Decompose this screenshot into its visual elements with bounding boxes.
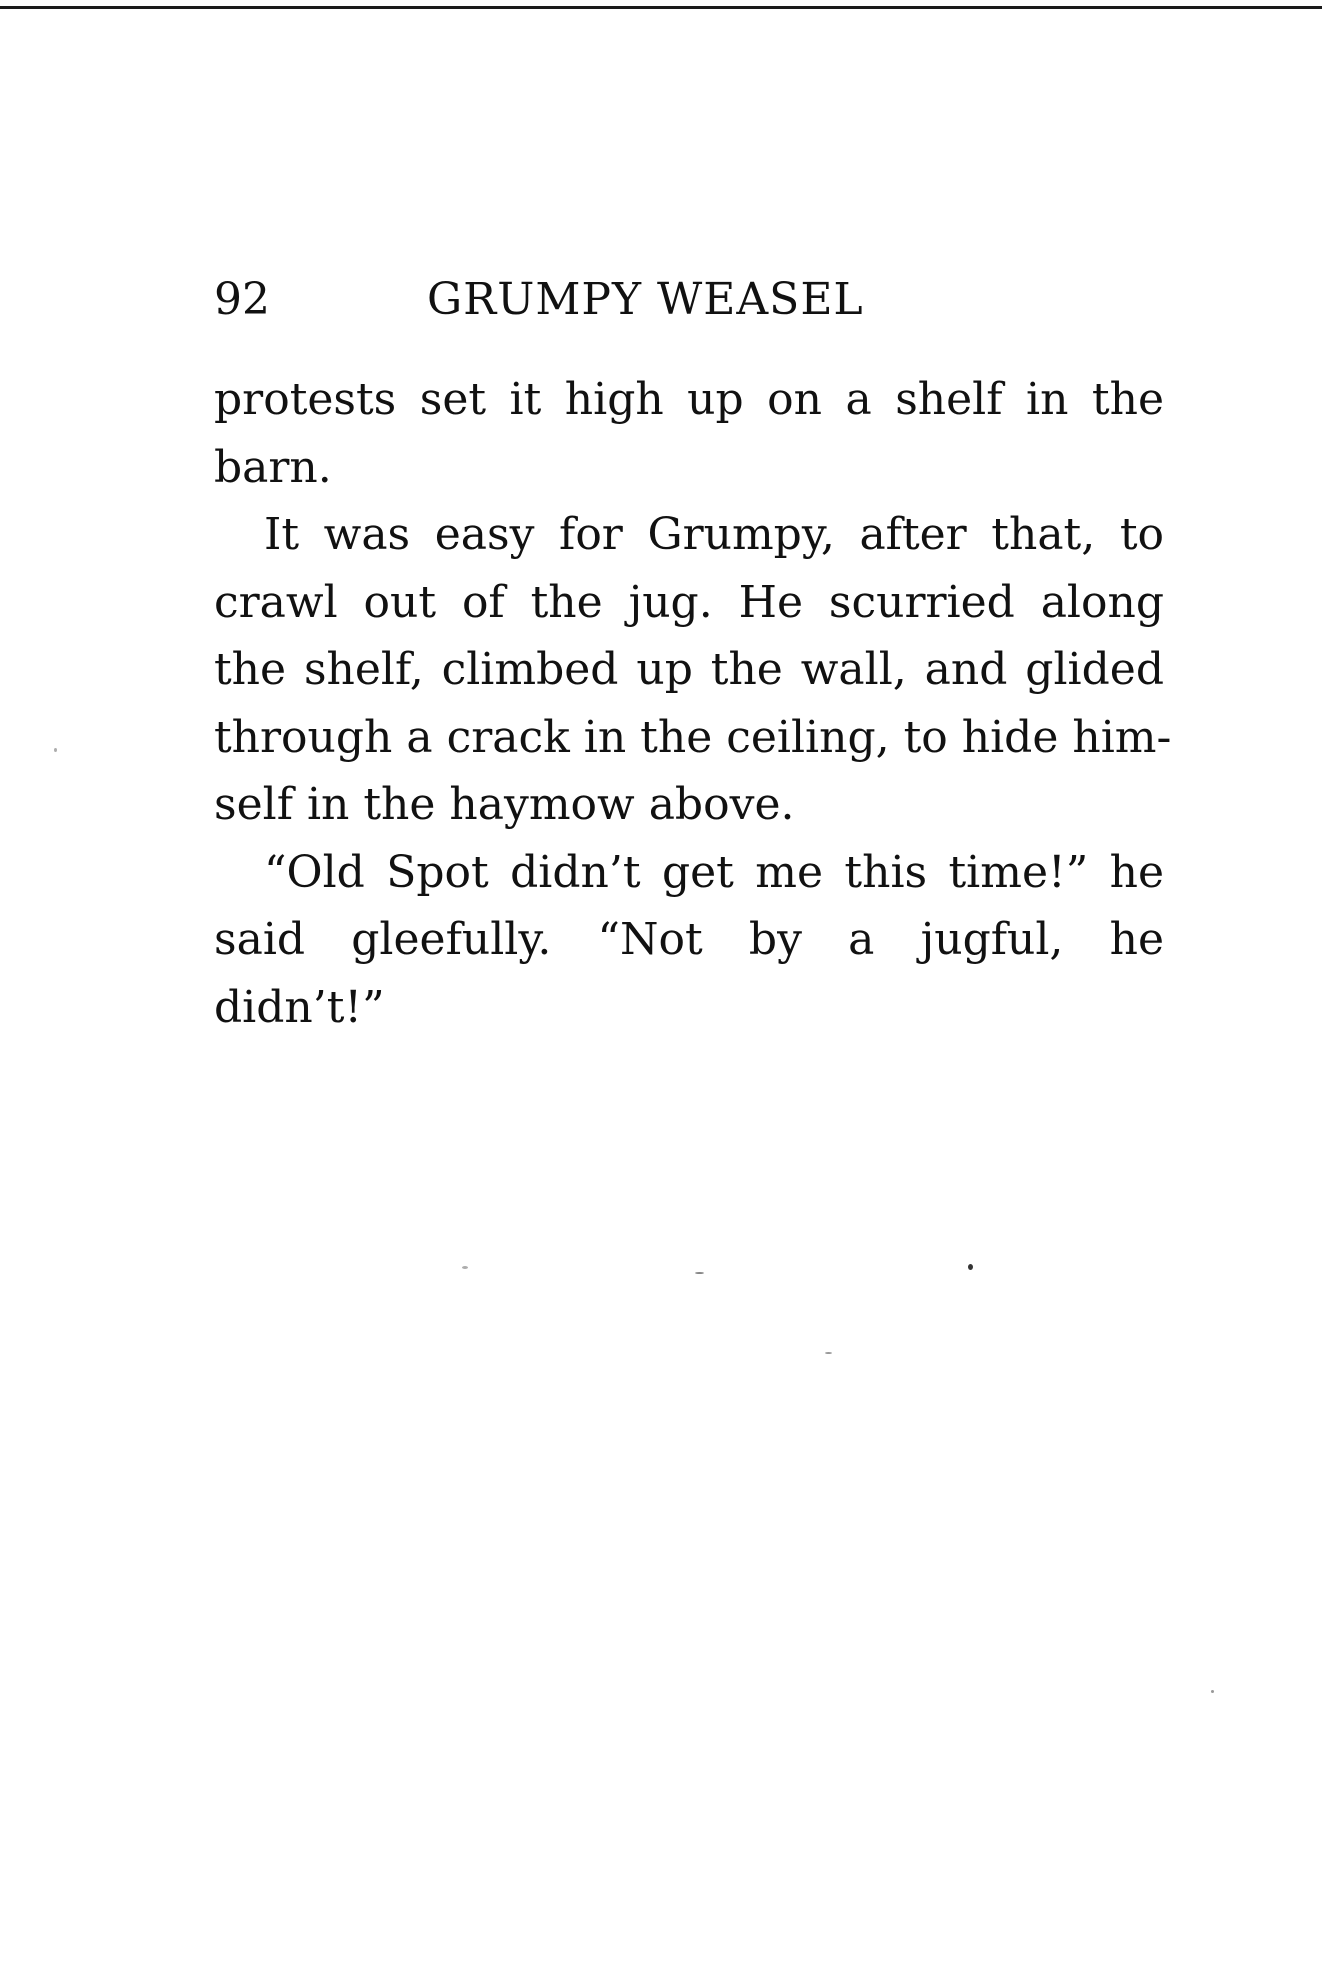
text-line: barn. [214,441,332,493]
text-line: protests set it high up on a shelf in the [214,374,1164,425]
top-rule [0,6,1322,9]
text-line: “Old Spot didn’t get me this time!” he [264,846,1164,898]
text-line: self in the haymow above. [214,779,795,830]
scan-speck [968,1264,973,1270]
text-line: the shelf, climbed up the wall, and glided [214,644,1164,695]
body-text [214,366,1172,1041]
page-header [214,270,1164,330]
text-line: It was easy for Grumpy, after that, to [264,509,1164,560]
scan-speck [825,1352,832,1354]
text-line: didn’t!” [214,981,385,1033]
text-line: through a crack in the ceiling, to hide him- [214,711,1172,763]
scan-speck [1211,1690,1214,1693]
scan-speck [695,1272,704,1274]
page-number: 92 [214,274,270,325]
scan-speck [54,748,57,752]
running-title: GRUMPY WEASEL [427,274,864,325]
scan-speck [462,1266,468,1269]
text-line: said gleefully. “Not by a jugful, he [214,914,1164,965]
text-line: crawl out of the jug. He scurried along [214,576,1164,628]
